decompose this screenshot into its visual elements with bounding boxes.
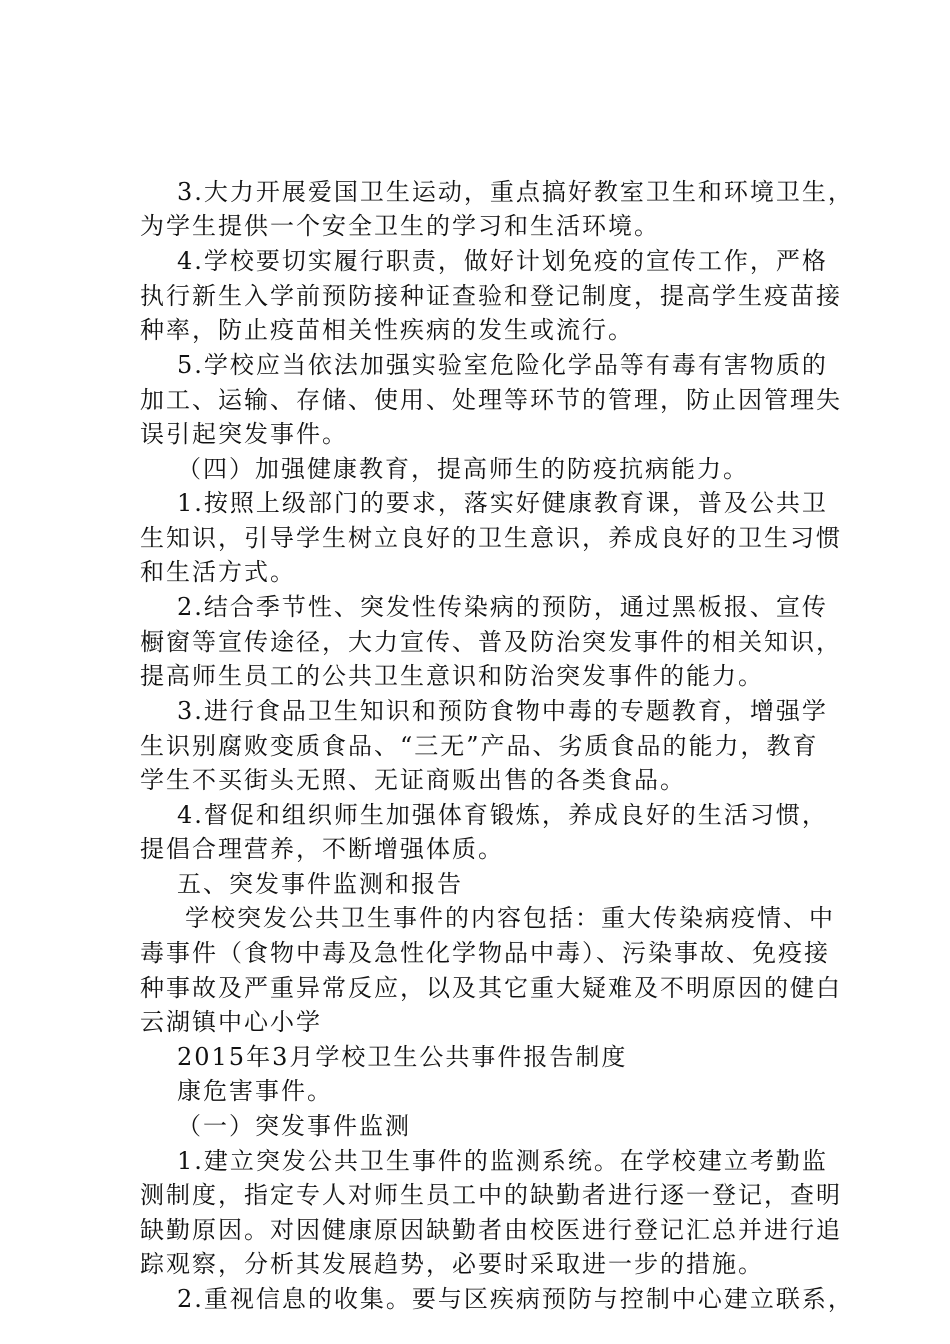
text-line: 和生活方式。 (140, 558, 296, 586)
text-line: 种率，防止疫苗相关性疾病的发生或流行。 (140, 316, 634, 344)
text-line: 4.督促和组织师生加强体育锻炼，养成良好的生活习惯， (177, 801, 828, 829)
text-line: 4.学校要切实履行职责，做好计划免疫的宣传工作，严格 (177, 247, 828, 275)
text-line: 康危害事件。 (177, 1077, 333, 1105)
section-heading: 五、突发事件监测和报告 (177, 870, 463, 898)
text-line: 2.重视信息的收集。要与区疾病预防与控制中心建立联系， (177, 1285, 854, 1313)
text-line: 误引起突发事件。 (140, 420, 348, 448)
text-line: 生识别腐败变质食品、“三无”产品、劣质食品的能力，教育 (140, 732, 819, 760)
text-line: 学生不买街头无照、无证商贩出售的各类食品。 (140, 766, 686, 794)
text-line: 执行新生入学前预防接种证查验和登记制度，提高学生疫苗接 (140, 282, 842, 310)
text-line: 1.建立突发公共卫生事件的监测系统。在学校建立考勤监 (177, 1147, 828, 1175)
text-line: 为学生提供一个安全卫生的学习和生活环境。 (140, 212, 660, 240)
text-line: 3.大力开展爱国卫生运动，重点搞好教室卫生和环境卫生， (177, 178, 854, 206)
text-line: 提高师生员工的公共卫生意识和防治突发事件的能力。 (140, 662, 764, 690)
text-line: 生知识，引导学生树立良好的卫生意识，养成良好的卫生习惯 (140, 524, 842, 552)
text-line: 加工、运输、存储、使用、处理等环节的管理，防止因管理失 (140, 386, 842, 414)
section-heading: （一）突发事件监测 (177, 1112, 411, 1140)
text-line: 云湖镇中心小学 (140, 1008, 322, 1036)
text-line: 2015年3月学校卫生公共事件报告制度 (177, 1043, 628, 1071)
text-line: 1.按照上级部门的要求，落实好健康教育课，普及公共卫 (177, 489, 828, 517)
text-line: 2.结合季节性、突发性传染病的预防，通过黑板报、宣传 (177, 593, 828, 621)
text-line: 学校突发公共卫生事件的内容包括：重大传染病疫情、中 (185, 904, 835, 932)
section-heading: （四）加强健康教育，提高师生的防疫抗病能力。 (177, 455, 749, 483)
text-line: 5.学校应当依法加强实验室危险化学品等有毒有害物质的 (177, 351, 828, 379)
text-line: 踪观察，分析其发展趋势，必要时采取进一步的措施。 (140, 1250, 764, 1278)
text-line: 橱窗等宣传途径，大力宣传、普及防治突发事件的相关知识， (140, 628, 842, 656)
text-line: 测制度，指定专人对师生员工中的缺勤者进行逐一登记，查明 (140, 1181, 842, 1209)
text-line: 毒事件（食物中毒及急性化学物品中毒）、污染事故、免疫接 (140, 939, 830, 967)
text-line: 提倡合理营养，不断增强体质。 (140, 835, 504, 863)
text-line: 种事故及严重异常反应，以及其它重大疑难及不明原因的健白 (140, 974, 842, 1002)
text-line: 3.进行食品卫生知识和预防食物中毒的专题教育，增强学 (177, 697, 828, 725)
text-line: 缺勤原因。对因健康原因缺勤者由校医进行登记汇总并进行追 (140, 1216, 842, 1244)
